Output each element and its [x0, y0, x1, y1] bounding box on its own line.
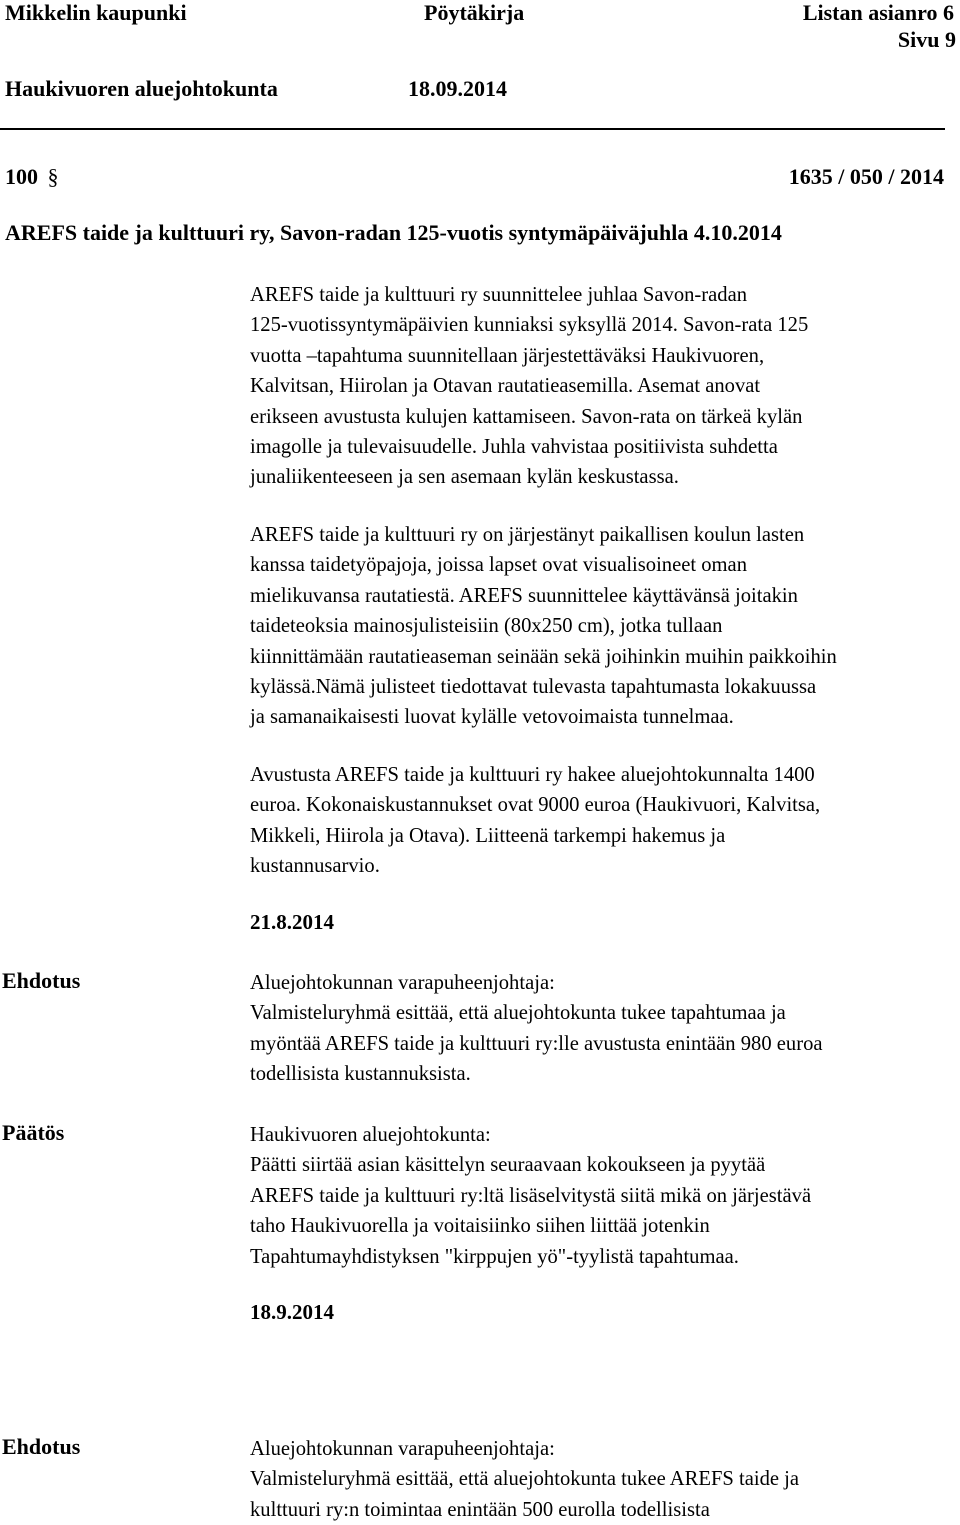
- text-line: ja samanaikaisesti luovat kylälle vetovoimaista tunnelmaa.: [250, 706, 734, 729]
- text-line: Valmisteluryhmä esittää, että aluejohtokunta tukee tapahtumaa ja: [250, 1002, 786, 1025]
- text-line: Aluejohtokunnan varapuheenjohtaja:: [250, 1438, 555, 1460]
- proposal-label-1: Ehdotus: [2, 968, 81, 993]
- text-line: Tapahtumayhdistyksen "kirppujen yö"-tyylistä tapahtumaa.: [250, 1245, 739, 1268]
- header-board: Haukivuoren aluejohtokunta: [5, 76, 278, 101]
- text-line: Haukivuoren aluejohtokunta:: [250, 1124, 491, 1146]
- text-line: imagolle ja tulevaisuudelle. Juhla vahvistaa positiivista suhdetta: [250, 436, 778, 459]
- text-line: junaliikenteeseen ja sen asemaan kylän keskustassa.: [250, 466, 679, 489]
- body-paragraph-3: [250, 760, 960, 882]
- text-line: Kalvitsan, Hiirolan ja Otavan rautatieasemilla. Asemat anovat: [250, 375, 761, 398]
- text-line: Aluejohtokunnan varapuheenjohtaja:: [250, 972, 555, 994]
- proposal-text-2: [250, 1434, 960, 1525]
- body-paragraph-1: [250, 280, 960, 493]
- header-org: Mikkelin kaupunki: [5, 0, 187, 25]
- text-line: mielikuvansa rautatiestä. AREFS suunnittelee käyttävänsä joitakin: [250, 584, 798, 607]
- header-doc-type: Pöytäkirja: [424, 0, 525, 25]
- text-line: Avustusta AREFS taide ja kulttuuri ry hakee aluejohtokunnalta 1400: [250, 764, 815, 786]
- text-line: vuotta –tapahtuma suunnitellaan järjestettäväksi Haukivuoren,: [250, 344, 765, 367]
- text-line: Mikkeli, Hiirola ja Otava). Liitteenä tarkempi hakemus ja: [250, 824, 726, 847]
- text-line: Valmisteluryhmä esittää, että aluejohtokunta tukee AREFS taide ja: [250, 1468, 800, 1491]
- text-line: AREFS taide ja kulttuuri ry on järjestänyt paikallisen koulun lasten: [250, 524, 805, 546]
- text-line: kulttuuri ry:n toimintaa enintään 500 eurolla todellisista: [250, 1498, 710, 1521]
- text-line: AREFS taide ja kulttuuri ry:ltä lisäselvitystä siitä mikä on järjestävä: [250, 1184, 812, 1207]
- body-paragraph-2: [250, 520, 960, 733]
- item-title: AREFS taide ja kulttuuri ry, Savon-radan 125-vuotis syntymäpäiväjuhla 4.10.2014: [5, 220, 782, 245]
- decision-text-1: [250, 1120, 960, 1272]
- text-line: Päätti siirtää asian käsittelyn seuraavaan kokoukseen ja pyytää: [250, 1154, 766, 1177]
- text-line: AREFS taide ja kulttuuri ry suunnittelee juhlaa Savon-radan: [250, 284, 748, 306]
- text-line: erikseen avustusta kulujen kattamiseen. Savon-rata on tärkeä kylän: [250, 405, 803, 428]
- text-line: kustannusarvio.: [250, 855, 380, 878]
- text-line: myöntää AREFS taide ja kulttuuri ry:lle avustusta enintään 980 euroa: [250, 1032, 823, 1055]
- meeting-date-1: 21.8.2014: [250, 910, 334, 934]
- header-page: Sivu 9: [897, 27, 956, 52]
- text-line: todellisista kustannuksista.: [250, 1063, 471, 1086]
- header-list-item: Listan asianro 6: [802, 0, 954, 25]
- text-line: kylässä.Nämä julisteet tiedottavat tulevasta tapahtumasta lokakuussa: [250, 676, 817, 699]
- proposal-text-1: [250, 968, 960, 1090]
- meeting-date-2: 18.9.2014: [250, 1300, 334, 1324]
- text-line: kiinnittämään rautatieaseman seinään sekä joihinkin muihin paikkoihin: [250, 645, 837, 668]
- item-reference: 1635 / 050 / 2014: [788, 164, 944, 189]
- text-line: taho Haukivuorella ja voitaisiinko siihen liittää jotenkin: [250, 1215, 710, 1238]
- text-line: euroa. Kokonaiskustannukset ovat 9000 euroa (Haukivuori, Kalvitsa,: [250, 794, 821, 817]
- item-number-value: 100: [5, 164, 38, 189]
- text-line: kanssa taidetyöpajoja, joissa lapset ovat visualisoineet oman: [250, 554, 747, 577]
- header-date: 18.09.2014: [408, 76, 507, 101]
- text-line: 125-vuotissyntymäpäivien kunniaksi syksyllä 2014. Savon-rata 125: [250, 314, 809, 337]
- section-mark: §: [47, 164, 59, 189]
- text-line: taideteoksia mainosjulisteisiin (80x250 cm), jotka tullaan: [250, 615, 723, 638]
- header-divider: [0, 128, 945, 130]
- proposal-label-2: Ehdotus: [2, 1434, 81, 1459]
- item-number: [5, 164, 59, 190]
- decision-label-1: Päätös: [2, 1120, 65, 1145]
